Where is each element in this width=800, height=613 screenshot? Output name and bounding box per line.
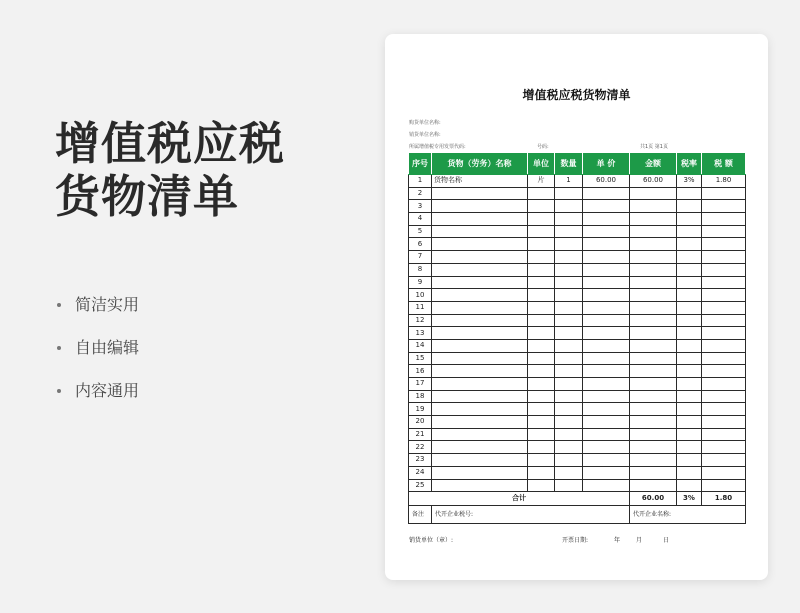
table-cell bbox=[702, 289, 746, 302]
table-cell: 13 bbox=[409, 327, 432, 340]
table-cell bbox=[432, 225, 528, 238]
table-row bbox=[409, 263, 746, 276]
table-cell bbox=[432, 416, 528, 429]
table-cell bbox=[583, 441, 630, 454]
table-cell bbox=[677, 428, 702, 441]
table-cell bbox=[555, 339, 583, 352]
table-cell: 片 bbox=[528, 175, 555, 188]
table-cell bbox=[677, 416, 702, 429]
table-cell bbox=[432, 301, 528, 314]
remarks-row bbox=[409, 506, 746, 524]
table-row bbox=[409, 479, 746, 492]
table-cell bbox=[432, 327, 528, 340]
table-cell bbox=[702, 416, 746, 429]
table-cell bbox=[630, 200, 677, 213]
table-cell bbox=[583, 213, 630, 226]
table-cell bbox=[583, 428, 630, 441]
table-cell bbox=[583, 187, 630, 200]
table-cell: 2 bbox=[409, 187, 432, 200]
table-cell bbox=[702, 466, 746, 479]
table-cell bbox=[677, 276, 702, 289]
table-cell: 5 bbox=[409, 225, 432, 238]
bullet-icon bbox=[57, 303, 61, 307]
table-cell bbox=[528, 365, 555, 378]
table-cell bbox=[702, 454, 746, 467]
table-cell: 7 bbox=[409, 251, 432, 264]
table-cell bbox=[528, 276, 555, 289]
table-cell bbox=[528, 339, 555, 352]
total-tax: 1.80 bbox=[702, 492, 746, 506]
table-cell bbox=[528, 454, 555, 467]
table-cell bbox=[630, 416, 677, 429]
table-cell bbox=[702, 301, 746, 314]
table-cell bbox=[555, 441, 583, 454]
table-cell bbox=[702, 238, 746, 251]
table-cell: 25 bbox=[409, 479, 432, 492]
remarks-label: 备注 bbox=[409, 506, 432, 524]
table-cell bbox=[677, 251, 702, 264]
table-cell bbox=[583, 238, 630, 251]
table-cell: 4 bbox=[409, 213, 432, 226]
table-cell bbox=[702, 339, 746, 352]
table-cell bbox=[555, 289, 583, 302]
table-cell bbox=[583, 466, 630, 479]
table-cell bbox=[630, 238, 677, 251]
table-cell: 23 bbox=[409, 454, 432, 467]
table-cell bbox=[677, 479, 702, 492]
table-cell bbox=[583, 390, 630, 403]
table-row bbox=[409, 251, 746, 264]
table-cell bbox=[630, 327, 677, 340]
table-cell bbox=[528, 238, 555, 251]
feature-item bbox=[57, 369, 139, 412]
table-cell bbox=[702, 213, 746, 226]
table-cell bbox=[528, 441, 555, 454]
table-cell bbox=[528, 251, 555, 264]
table-cell bbox=[702, 365, 746, 378]
table-row bbox=[409, 213, 746, 226]
hero-title: 增值税应税货物清单 bbox=[55, 117, 286, 223]
table-cell: 3% bbox=[677, 175, 702, 188]
table-cell bbox=[432, 238, 528, 251]
table-cell bbox=[432, 263, 528, 276]
feature-item bbox=[57, 283, 139, 326]
table-cell bbox=[630, 428, 677, 441]
table-cell bbox=[583, 479, 630, 492]
table-cell bbox=[583, 251, 630, 264]
table-cell bbox=[702, 225, 746, 238]
table-cell bbox=[702, 263, 746, 276]
table-cell bbox=[630, 263, 677, 276]
table-cell bbox=[630, 339, 677, 352]
table-cell bbox=[528, 466, 555, 479]
table-cell bbox=[528, 390, 555, 403]
agent-name-label: 代开企业名称: bbox=[630, 506, 746, 524]
table-cell bbox=[555, 479, 583, 492]
table-cell bbox=[630, 378, 677, 391]
table-cell bbox=[630, 276, 677, 289]
goods-table bbox=[408, 152, 746, 524]
table-row bbox=[409, 454, 746, 467]
table-row bbox=[409, 403, 746, 416]
table-cell bbox=[630, 441, 677, 454]
table-row bbox=[409, 428, 746, 441]
table-cell bbox=[528, 314, 555, 327]
table-cell: 24 bbox=[409, 466, 432, 479]
table-cell bbox=[528, 479, 555, 492]
table-cell bbox=[528, 327, 555, 340]
table-cell bbox=[702, 390, 746, 403]
table-cell: 18 bbox=[409, 390, 432, 403]
table-cell bbox=[555, 454, 583, 467]
table-cell bbox=[677, 263, 702, 276]
column-header: 单位 bbox=[528, 153, 555, 175]
table-cell bbox=[677, 378, 702, 391]
table-cell bbox=[702, 479, 746, 492]
table-cell bbox=[432, 466, 528, 479]
table-cell bbox=[583, 301, 630, 314]
table-row bbox=[409, 378, 746, 391]
table-cell: 14 bbox=[409, 339, 432, 352]
table-cell bbox=[528, 403, 555, 416]
table-cell bbox=[630, 454, 677, 467]
table-cell bbox=[583, 314, 630, 327]
table-cell bbox=[677, 238, 702, 251]
table-cell bbox=[528, 263, 555, 276]
table-cell bbox=[555, 314, 583, 327]
table-cell bbox=[702, 187, 746, 200]
table-cell bbox=[702, 403, 746, 416]
table-row bbox=[409, 416, 746, 429]
table-row bbox=[409, 365, 746, 378]
table-cell bbox=[432, 378, 528, 391]
table-cell bbox=[677, 339, 702, 352]
table-cell bbox=[555, 276, 583, 289]
table-cell bbox=[432, 390, 528, 403]
table-cell bbox=[583, 352, 630, 365]
table-cell: 15 bbox=[409, 352, 432, 365]
table-cell: 9 bbox=[409, 276, 432, 289]
table-cell: 22 bbox=[409, 441, 432, 454]
table-cell bbox=[555, 263, 583, 276]
table-cell bbox=[630, 314, 677, 327]
table-cell bbox=[677, 301, 702, 314]
table-cell bbox=[432, 213, 528, 226]
table-cell bbox=[677, 289, 702, 302]
table-cell bbox=[583, 276, 630, 289]
table-cell bbox=[555, 378, 583, 391]
date-month: 月 bbox=[636, 537, 643, 544]
column-header: 序号 bbox=[409, 153, 432, 175]
table-cell bbox=[583, 289, 630, 302]
table-cell bbox=[630, 403, 677, 416]
table-cell bbox=[702, 378, 746, 391]
table-cell bbox=[630, 225, 677, 238]
table-cell: 10 bbox=[409, 289, 432, 302]
table-cell bbox=[555, 390, 583, 403]
table-cell bbox=[677, 454, 702, 467]
table-cell bbox=[528, 200, 555, 213]
table-cell bbox=[630, 213, 677, 226]
table-cell: 60.00 bbox=[630, 175, 677, 188]
table-cell bbox=[630, 187, 677, 200]
table-cell bbox=[555, 352, 583, 365]
feature-label: 内容通用 bbox=[75, 380, 140, 400]
buyer-label: 购货单位名称: bbox=[409, 120, 441, 126]
total-amount: 60.00 bbox=[630, 492, 677, 506]
table-cell bbox=[555, 466, 583, 479]
document-preview bbox=[385, 34, 768, 580]
total-label: 合计 bbox=[409, 492, 630, 506]
feature-label: 自由编辑 bbox=[75, 337, 140, 357]
table-cell bbox=[677, 390, 702, 403]
table-cell bbox=[583, 200, 630, 213]
table-cell bbox=[677, 225, 702, 238]
feature-list bbox=[57, 283, 139, 412]
table-header-row bbox=[409, 153, 746, 175]
table-cell bbox=[432, 403, 528, 416]
issue-date-label: 开票日期: bbox=[562, 537, 589, 544]
table-row bbox=[409, 200, 746, 213]
table-cell bbox=[677, 441, 702, 454]
table-cell bbox=[432, 454, 528, 467]
table-row bbox=[409, 225, 746, 238]
table-cell bbox=[677, 187, 702, 200]
bullet-icon bbox=[57, 389, 61, 393]
agent-tax-no-label: 代开企业税号: bbox=[432, 506, 630, 524]
table-cell bbox=[702, 441, 746, 454]
feature-label: 简洁实用 bbox=[75, 294, 140, 314]
table-cell bbox=[583, 263, 630, 276]
column-header: 单 价 bbox=[583, 153, 630, 175]
table-cell bbox=[630, 289, 677, 302]
table-cell bbox=[630, 352, 677, 365]
table-cell bbox=[555, 200, 583, 213]
invoice-code-label: 所属增值税专用发票代码: bbox=[409, 144, 466, 150]
table-cell bbox=[432, 187, 528, 200]
table-cell bbox=[528, 416, 555, 429]
number-label: 号码: bbox=[537, 144, 549, 150]
table-row bbox=[409, 276, 746, 289]
table-cell bbox=[555, 403, 583, 416]
table-cell bbox=[432, 200, 528, 213]
feature-item bbox=[57, 326, 139, 369]
table-cell bbox=[702, 327, 746, 340]
table-cell bbox=[702, 200, 746, 213]
table-cell bbox=[432, 428, 528, 441]
column-header: 数量 bbox=[555, 153, 583, 175]
table-cell bbox=[677, 200, 702, 213]
table-cell bbox=[583, 403, 630, 416]
date-day: 日 bbox=[663, 537, 670, 544]
table-cell bbox=[630, 479, 677, 492]
seller-label: 销货单位名称: bbox=[409, 132, 441, 138]
table-row bbox=[409, 339, 746, 352]
table-row bbox=[409, 238, 746, 251]
table-cell: 19 bbox=[409, 403, 432, 416]
table-cell bbox=[528, 187, 555, 200]
table-cell: 11 bbox=[409, 301, 432, 314]
table-cell bbox=[702, 428, 746, 441]
table-cell: 17 bbox=[409, 378, 432, 391]
table-cell: 1 bbox=[409, 175, 432, 188]
table-cell bbox=[555, 187, 583, 200]
table-cell bbox=[702, 251, 746, 264]
table-cell bbox=[677, 352, 702, 365]
table-cell bbox=[555, 416, 583, 429]
table-cell bbox=[555, 327, 583, 340]
table-cell bbox=[630, 251, 677, 264]
table-cell bbox=[555, 251, 583, 264]
table-cell: 20 bbox=[409, 416, 432, 429]
table-cell bbox=[432, 276, 528, 289]
table-row bbox=[409, 187, 746, 200]
table-row bbox=[409, 301, 746, 314]
column-header: 金额 bbox=[630, 153, 677, 175]
table-cell bbox=[583, 454, 630, 467]
table-row bbox=[409, 466, 746, 479]
table-cell bbox=[528, 289, 555, 302]
table-cell bbox=[677, 314, 702, 327]
table-cell bbox=[432, 441, 528, 454]
table-cell: 21 bbox=[409, 428, 432, 441]
table-cell bbox=[555, 428, 583, 441]
table-cell bbox=[555, 238, 583, 251]
table-cell bbox=[630, 301, 677, 314]
table-cell bbox=[583, 339, 630, 352]
table-cell bbox=[677, 403, 702, 416]
seller-seal-label: 销货单位（章）: bbox=[409, 537, 454, 544]
table-cell bbox=[677, 213, 702, 226]
table-cell bbox=[583, 365, 630, 378]
table-cell bbox=[528, 352, 555, 365]
table-cell bbox=[432, 314, 528, 327]
table-cell bbox=[528, 428, 555, 441]
table-cell bbox=[528, 301, 555, 314]
table-cell: 6 bbox=[409, 238, 432, 251]
table-cell bbox=[630, 390, 677, 403]
table-cell bbox=[432, 365, 528, 378]
table-row bbox=[409, 175, 746, 188]
table-cell: 1.80 bbox=[702, 175, 746, 188]
table-row bbox=[409, 289, 746, 302]
table-cell bbox=[583, 225, 630, 238]
column-header: 货物（劳务）名称 bbox=[432, 153, 528, 175]
table-cell bbox=[630, 466, 677, 479]
table-cell bbox=[432, 251, 528, 264]
table-row bbox=[409, 352, 746, 365]
table-row bbox=[409, 327, 746, 340]
table-cell bbox=[677, 466, 702, 479]
bullet-icon bbox=[57, 346, 61, 350]
table-cell bbox=[630, 365, 677, 378]
table-cell bbox=[432, 352, 528, 365]
table-cell bbox=[528, 213, 555, 226]
table-cell bbox=[677, 327, 702, 340]
column-header: 税 额 bbox=[702, 153, 746, 175]
table-cell bbox=[528, 225, 555, 238]
table-cell: 16 bbox=[409, 365, 432, 378]
table-cell bbox=[432, 289, 528, 302]
table-cell bbox=[702, 314, 746, 327]
column-header: 税率 bbox=[677, 153, 702, 175]
table-cell bbox=[555, 365, 583, 378]
date-year: 年 bbox=[614, 537, 621, 544]
table-cell: 60.00 bbox=[583, 175, 630, 188]
table-cell bbox=[677, 365, 702, 378]
table-cell bbox=[702, 276, 746, 289]
table-cell: 12 bbox=[409, 314, 432, 327]
total-rate: 3% bbox=[677, 492, 702, 506]
table-cell bbox=[583, 416, 630, 429]
table-row bbox=[409, 390, 746, 403]
table-row bbox=[409, 314, 746, 327]
document-title: 增值税应税货物清单 bbox=[522, 88, 631, 102]
table-cell: 8 bbox=[409, 263, 432, 276]
table-cell bbox=[432, 339, 528, 352]
table-cell bbox=[432, 479, 528, 492]
table-cell bbox=[583, 327, 630, 340]
table-cell: 3 bbox=[409, 200, 432, 213]
table-cell: 1 bbox=[555, 175, 583, 188]
table-cell bbox=[555, 225, 583, 238]
table-cell: 货物名称 bbox=[432, 175, 528, 188]
table-cell bbox=[555, 213, 583, 226]
table-cell bbox=[702, 352, 746, 365]
table-cell bbox=[583, 378, 630, 391]
table-row bbox=[409, 441, 746, 454]
page-info: 共1页 第1页 bbox=[640, 144, 668, 150]
table-cell bbox=[528, 378, 555, 391]
table-cell bbox=[555, 301, 583, 314]
total-row bbox=[409, 492, 746, 506]
